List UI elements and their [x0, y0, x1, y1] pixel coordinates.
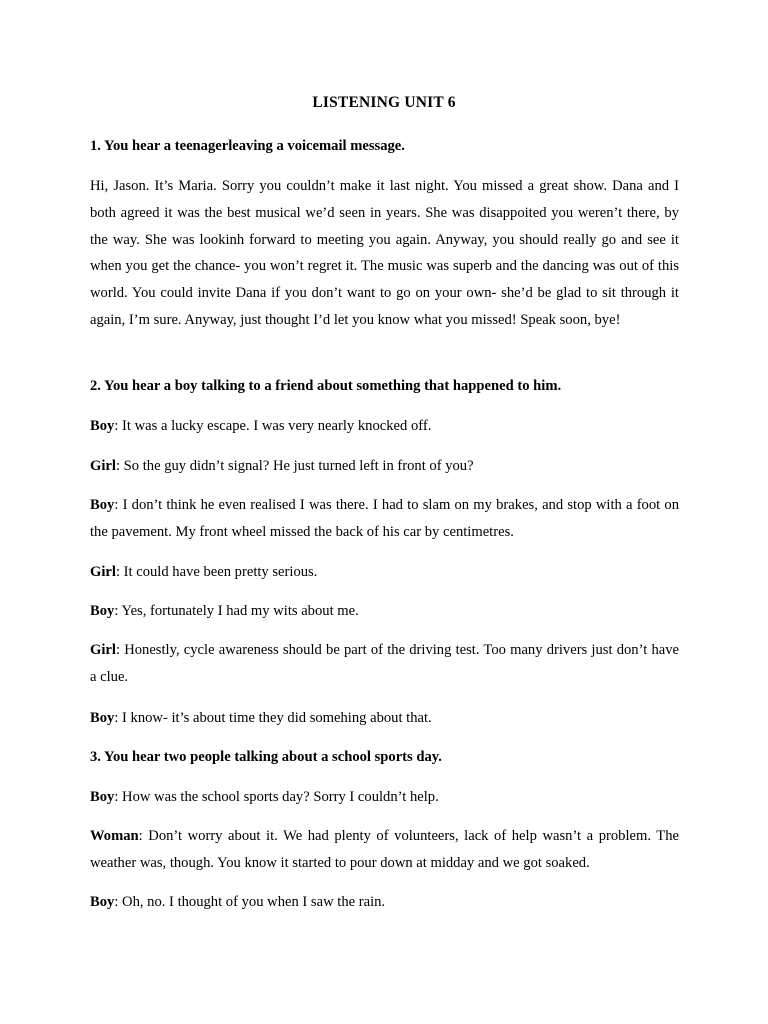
dialogue-text: : Honestly, cycle awareness should be part of the driving test. Too many drivers just don’t have a clue.	[90, 642, 679, 685]
section-1-paragraph: Hi, Jason. It’s Maria. Sorry you couldn’t make it last night. You missed a great show. Dana and I both agreed it was the best musical we’d seen in years. She was disappoited you weren’t there, by the way. She was lookinh forward to meeting you again. Anyway, you should really go and see it when you get the chance- you won’t regret it. The music was superb and the dancing was out of this world. You could invite Dana if you don’t want to go on your own- she’d be glad to sit through it again, I’m sure. Anyway, just thought I’d let you know what you missed! Speak soon, bye!	[90, 178, 679, 328]
speaker-label: Boy	[90, 603, 115, 619]
speaker-label: Girl	[90, 458, 116, 474]
dialogue-line	[90, 705, 679, 732]
dialogue-line	[90, 637, 679, 691]
dialogue-text: : Yes, fortunately I had my wits about me.	[114, 603, 359, 619]
speaker-label: Boy	[90, 710, 115, 726]
section-1-heading: 1. You hear a teenagerleaving a voicemail message.	[90, 138, 405, 154]
speaker-label: Girl	[90, 564, 116, 580]
dialogue-text: : Don’t worry about it. We had plenty of volunteers, lack of help wasn’t a problem. The weather was, though. You know it started to pour down at midday and we got soaked.	[90, 828, 679, 871]
dialogue-text: : I don’t think he even realised I was there. I had to slam on my brakes, and stop with a foot on the pavement. My front wheel missed the back of his car by centimetres.	[90, 497, 679, 540]
section-3-heading: 3. You hear two people talking about a school sports day.	[90, 749, 442, 765]
dialogue-line	[90, 823, 679, 877]
dialogue-text: : So the guy didn’t signal? He just turned left in front of you?	[115, 458, 474, 474]
speaker-label: Boy	[90, 418, 115, 434]
dialogue-line	[90, 784, 679, 811]
dialogue-text: : How was the school sports day? Sorry I couldn’t help.	[114, 789, 439, 805]
dialogue-line	[90, 453, 679, 480]
speaker-label: Boy	[90, 789, 115, 805]
dialogue-text: : It could have been pretty serious.	[115, 564, 318, 580]
dialogue-line	[90, 598, 679, 625]
dialogue-text: : It was a lucky escape. I was very nearly knocked off.	[114, 418, 432, 434]
dialogue-line	[90, 492, 679, 546]
dialogue-line	[90, 889, 679, 916]
dialogue-line	[90, 413, 679, 440]
dialogue-text: : Oh, no. I thought of you when I saw the rain.	[114, 894, 386, 910]
speaker-label: Boy	[90, 894, 115, 910]
speaker-label: Boy	[90, 497, 115, 513]
dialogue-line	[90, 559, 679, 586]
section-2-heading: 2. You hear a boy talking to a friend about something that happened to him.	[90, 378, 562, 394]
speaker-label: Girl	[90, 642, 116, 658]
speaker-label: Woman	[90, 828, 139, 844]
dialogue-text: : I know- it’s about time they did somehing about that.	[114, 710, 432, 726]
page-title: LISTENING UNIT 6	[312, 94, 456, 111]
